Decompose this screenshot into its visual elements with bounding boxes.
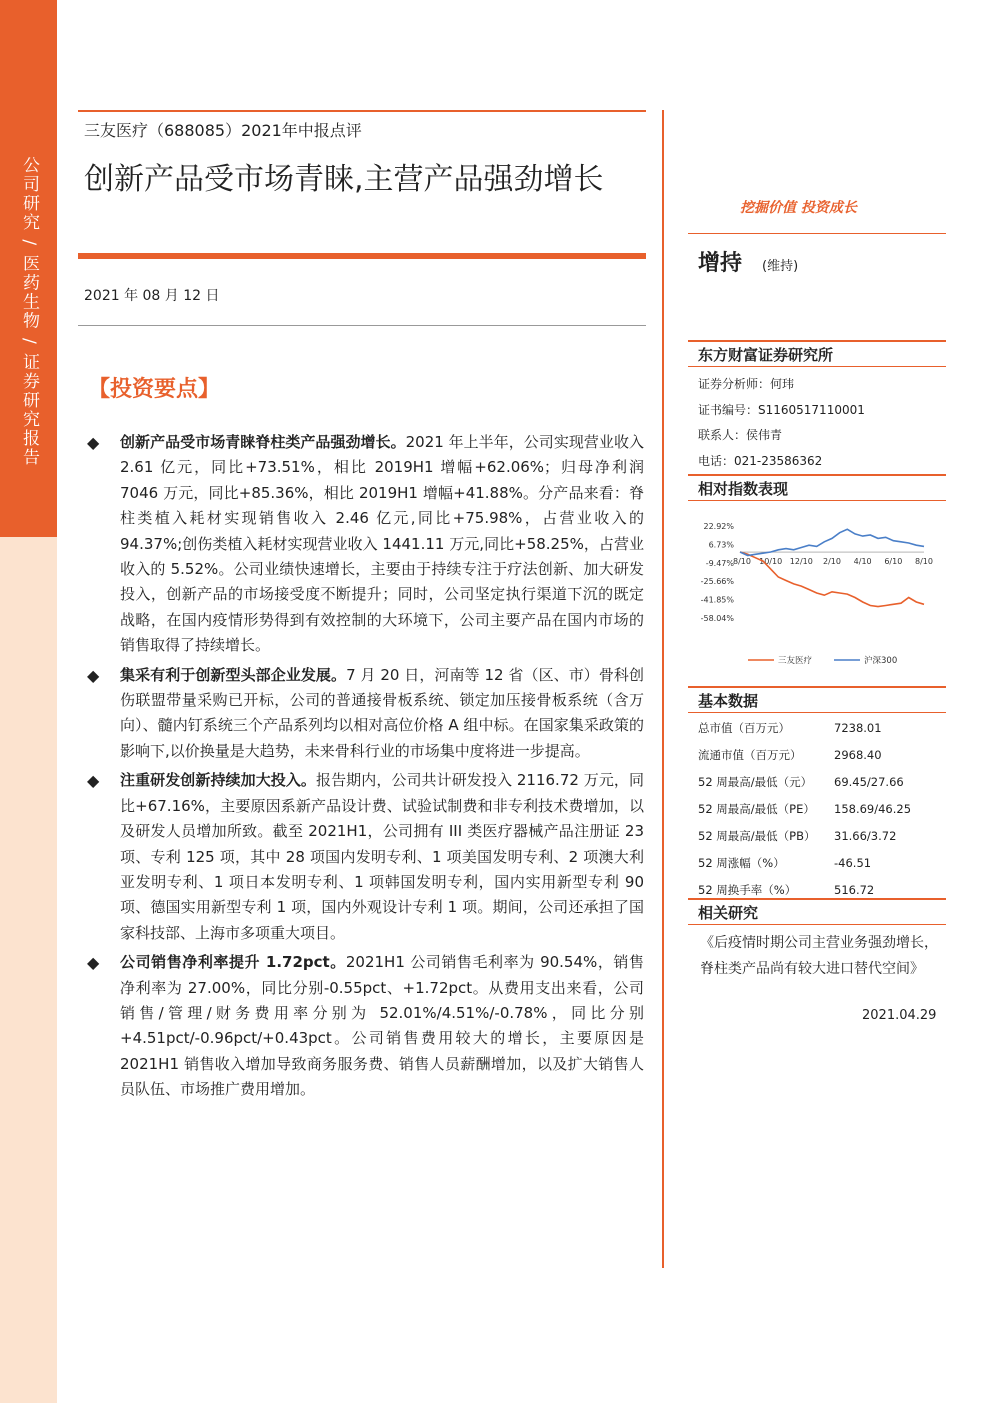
cert-number: 证书编号：S1160517110001 [698,403,865,417]
related-research-title: 相关研究 [698,904,759,922]
bullet-item [84,430,644,659]
x-tick-label: 12/10 [789,557,813,567]
firm-name: 东方财富证券研究所 [698,346,834,364]
report-title: 创新产品受市场青睐,主营产品强劲增长 [84,162,604,197]
rule [688,233,946,234]
series-line [740,529,924,555]
table-row [690,795,946,822]
chart-title: 相对指数表现 [698,480,789,498]
rule [688,474,946,476]
x-tick-label: 2/10 [823,557,841,567]
rule [688,712,946,713]
related-report-link[interactable]: 《后疫情时期公司主营业务强劲增长，脊柱类产品尚有较大进口替代空间》 [700,935,938,977]
legend-label: 三友医疗 [778,656,813,666]
row-value: 516.72 [834,882,875,897]
table-row [690,768,946,795]
header-rule [78,110,646,112]
row-label: 52 周最高/最低（PE） [698,801,815,816]
y-tick-label: -58.04% [700,614,734,623]
report-date: 2021 年 08 月 12 日 [84,288,220,304]
diamond-icon: ◆ [87,771,100,791]
bullet-item [84,663,644,765]
row-label: 流通市值（百万元） [698,747,802,762]
bullet-text: 2021H1 公司销售毛利率为 90.54%，销售净利率为 27.00%，同比分别-0.55pct、+1.72pct。从费用支出来看，公司销售/管理/财务费用率分别为 52.01%/4.51%/-0.78%，同比分别+4.51pct/-0.96pct/+0.43pct。公司销售费用较大的增长，主要原因是 2021H1 销售收入增加导致商务服务费、销售人员薪酬增加，以及扩大销售人员队伍、市场推广费用增加。 [120,953,644,1099]
diamond-icon: ◆ [87,953,100,973]
bullet-text: 报告期内，公司共计研发投入 2116.72 万元，同比+67.16%，主要原因系新产品设计费、试验试制费和非专利技术费增加，以及研发人员增加所致。截至 2021H1，公司拥有 III 类医疗器械产品注册证 23 项、专利 125 项，其中 28 项国内发明专利、1 项美国发明专利、2 项澳大利亚发明专利、1 项日本发明专利、1 项韩国发明专利，国内实用新型专利 90 项、德国实用新型专利 1 项，国内外观设计专利 1 项。期间，公司还承担了国家科技部、上海市多项重大项目。 [120,771,644,942]
row-value: 2968.40 [834,747,882,762]
diamond-icon: ◆ [87,665,100,685]
row-label: 52 周最高/最低（元） [698,774,813,789]
rating-note: (维持) [762,259,799,274]
bullet-heading: 集采有利于创新型头部企业发展。 [120,665,347,684]
row-label: 总市值（百万元） [698,720,790,735]
basic-data-title: 基本数据 [698,692,759,710]
bullet-heading: 创新产品受市场青睐脊柱类产品强劲增长。 [120,433,406,451]
bullet-text: 7 月 20 日，河南等 12 省（区、市）骨科创伤联盟带量采购已开标，公司的普通接骨板系统、锁定加压接骨板系统（含万向）、髓内钉系统三个产品系列均以相对高位价格 A 组中标。在国家集采政策的影响下,以价换量是大趋势，未来骨科行业的市场集中度将进一步提高。 [120,665,644,760]
date-rule [78,325,646,326]
table-row [690,714,946,741]
bullet-heading: 公司销售净利率提升 1.72pct。 [120,953,346,972]
rule [688,898,946,900]
investment-points [84,430,644,1107]
x-tick-label: 6/10 [884,557,903,567]
sidebar [0,0,57,1403]
diamond-icon: ◆ [87,433,100,452]
bullet-heading: 注重研发创新持续加大投入。 [120,771,317,790]
analyst: 证券分析师：何玮 [698,377,795,391]
table-row [690,822,946,849]
related-report-date: 2021.04.29 [862,1008,937,1023]
rating: 增持 [698,251,743,276]
rule [688,500,946,501]
row-value: 69.45/27.66 [834,774,904,789]
row-value: 31.66/3.72 [834,828,897,843]
sidebar-label: 公司研究 / 医药生物 / 证券研究报告 [19,156,39,468]
bullet-item [84,950,644,1102]
x-tick-label: 10/10 [759,557,783,567]
row-value: 7238.01 [834,720,882,735]
slogan: 挖掘价值 投资成长 [740,200,857,216]
rule [688,366,946,367]
x-tick-label: 8/10 [915,557,933,567]
row-value: -46.51 [834,855,872,870]
row-label: 52 周最高/最低（PB） [698,828,816,843]
y-tick-label: -9.47% [705,558,734,568]
row-label: 52 周换手率（%） [698,882,797,897]
table-row [690,741,946,768]
y-tick-label: 22.92% [703,522,734,531]
bullet-item [84,768,644,946]
row-value: 158.69/46.25 [834,801,912,816]
x-tick-label: 8/10 [733,557,751,567]
section-title: 【投资要点】 [88,376,221,402]
row-label: 52 周涨幅（%） [698,855,785,870]
y-tick-label: -41.85% [700,595,734,605]
relative-index-chart [688,512,946,672]
report-subtitle: 三友医疗（688085）2021年中报点评 [84,121,362,140]
phone: 电话：021-23586362 [698,454,823,468]
legend-label: 沪深300 [864,656,898,666]
rule [688,686,946,688]
y-tick-label: -25.66% [700,577,734,587]
column-divider [662,110,664,1268]
bullet-text: 2021 年上半年，公司实现营业收入 2.61 亿元，同比+73.51%，相比 2019H1 增幅+62.06%；归母净利润 7046 万元，同比+85.36%，相比 2019H1 增幅+41.88%。分产品来看：脊柱类植入耗材实现销售收入 2.46 亿元,同比+75.98%，占营业收入的 94.37%;创伤类植入耗材实现营业收入 1441.11 万元,同比+58.25%，占营业收入的 5.52%。公司业绩快速增长，主要由于持续专注于疗法创新、加大研发投入，创新产品的市场接受度不断提升；同时，公司坚定执行渠道下沉的既定战略，在国内疫情形势得到有效控制的大环境下，公司主要产品在国内市场的销售取得了持续增长。 [120,433,644,655]
y-tick-label: 6.73% [708,540,734,550]
rule [688,340,946,342]
x-tick-label: 4/10 [853,557,872,567]
rule [688,924,946,925]
title-rule [78,253,646,259]
table-row [690,849,946,876]
contact: 联系人：侯伟青 [698,428,783,442]
basic-data-table [690,714,946,903]
